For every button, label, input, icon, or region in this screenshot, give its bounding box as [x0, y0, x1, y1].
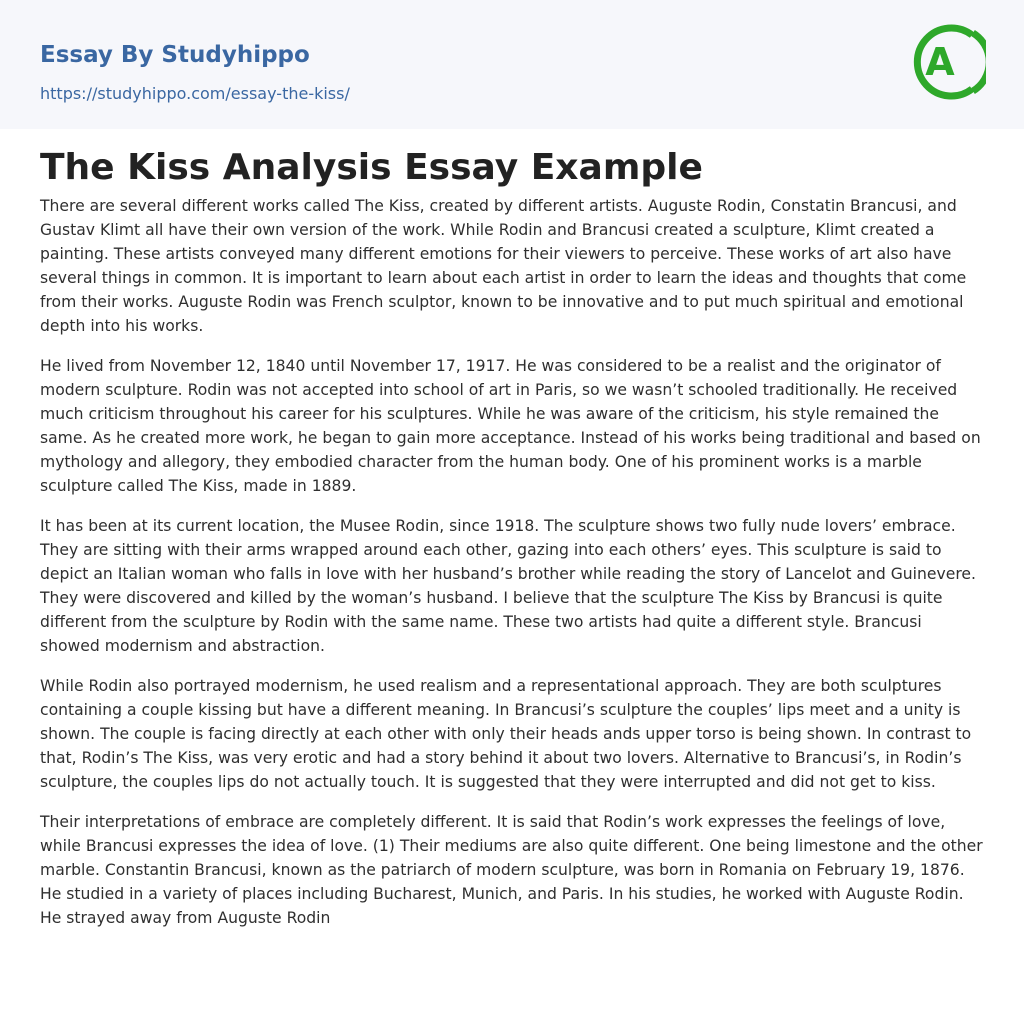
brand-title[interactable]: Essay By Studyhippo: [40, 42, 310, 68]
essay-paragraph: There are several different works called The Kiss, created by different artists. Auguste Rodin, Constatin Brancusi, and Gustav Klimt all have their own version of the work. While Rodin and Brancusi created a sculpture, Klimt created a painting. These artists conveyed many different emotions for their viewers to perceive. These works of art also have several things in common. It is important to learn about each artist in order to learn the ideas and thoughts that come from their works. Auguste Rodin was French sculptor, known to be innovative and to put much spiritual and emotional depth into his works.: [40, 197, 967, 335]
essay-paragraph: It has been at its current location, the Musee Rodin, since 1918. The sculpture shows two fully nude lovers’ embrace. They are sitting with their arms wrapped around each other, gazing into each others’ eyes. This sculpture is said to depict an Italian woman who falls in love with her husband’s brother while reading the story of Lancelot and Guinevere. They were discovered and killed by the woman’s husband. I believe that the sculpture The Kiss by Brancusi is quite different from the sculpture by Rodin with the same name. These two artists had quite a different style. Brancusi showed modernism and abstraction.: [40, 517, 976, 655]
studyhippo-logo-icon[interactable]: [912, 19, 986, 105]
essay-paragraph: Their interpretations of embrace are completely different. It is said that Rodin’s work expresses the feelings of love, while Brancusi expresses the idea of love. (1) Their mediums are also quite different. One being limestone and the other marble. Constantin Brancusi, known as the patriarch of modern sculpture, was born in Romania on February 19, 1876. He studied in a variety of places including Bucharest, Munich, and Paris. In his studies, he worked with Auguste Rodin. He strayed away from Auguste Rodin: [40, 813, 983, 927]
essay-paragraph: He lived from November 12, 1840 until November 17, 1917. He was considered to be a realist and the originator of modern sculpture. Rodin was not accepted into school of art in Paris, so we wasn’t schooled traditionally. He received much criticism throughout his career for his sculptures. While he was aware of the criticism, his style remained the same. As he created more work, he began to gain more acceptance. Instead of his works being traditional and based on mythology and allegory, they embodied character from the human body. One of his prominent works is a marble sculpture called The Kiss, made in 1889.: [40, 357, 981, 495]
essay-paragraph: While Rodin also portrayed modernism, he used realism and a representational approach. They are both sculptures containing a couple kissing but have a different meaning. In Brancusi’s sculpture the couples’ lips meet and a unity is shown. The couple is facing directly at each other with only their heads ands upper torso is being shown. In contrast to that, Rodin’s The Kiss, was very erotic and had a story behind it about two lovers. Alternative to Brancusi’s, in Rodin’s sculpture, the couples lips do not actually touch. It is suggested that they were interrupted and did not get to kiss.: [40, 677, 972, 791]
essay-body: [40, 194, 986, 946]
essay-url-link[interactable]: https://studyhippo.com/essay-the-kiss/: [40, 84, 350, 103]
logo-letter: A: [925, 40, 955, 84]
page-title: The Kiss Analysis Essay Example: [40, 147, 703, 188]
